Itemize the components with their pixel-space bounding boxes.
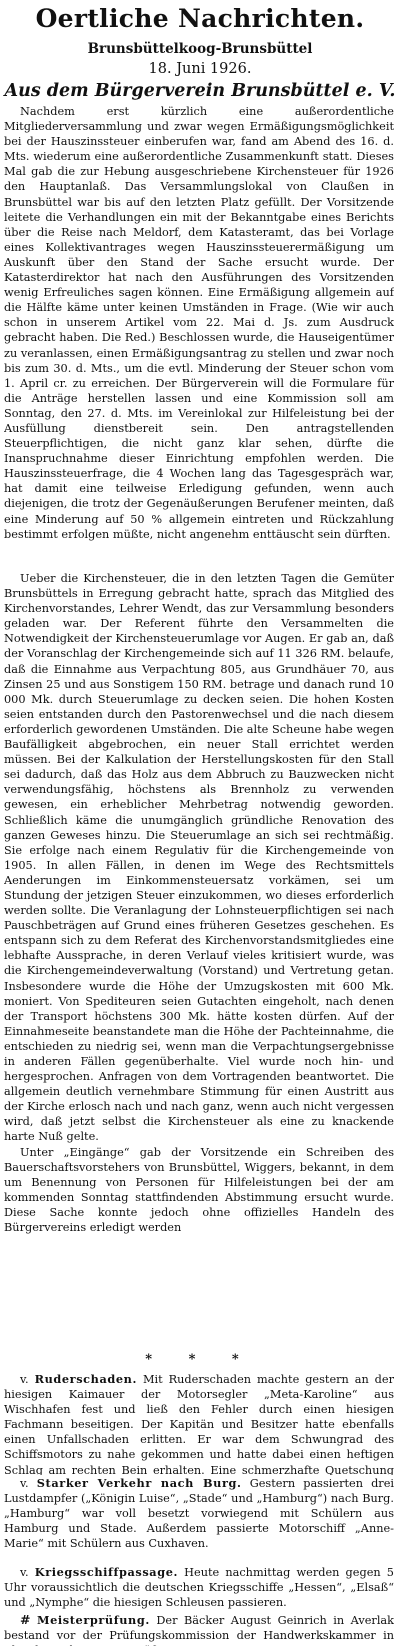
brief-title: Starker Verkehr nach Burg. [36, 1476, 242, 1490]
brief-item [4, 1372, 394, 1475]
section-masthead: Oertliche Nachrichten. [35, 4, 365, 33]
brief-title: Meisterprüfung. [36, 1613, 150, 1627]
brief-item [4, 1476, 394, 1564]
brief-prefix: v. [20, 1566, 29, 1579]
brief-prefix: # [20, 1612, 31, 1627]
dateline-date: 18. Juni 1926. [148, 61, 252, 77]
paragraph-text: Unter „Eingänge“ gab der Vorsitzende ein Schreiben des Bauerschaftsvorstehers von Brunsbüttel, Wiggers, bekannt, in dem um Benennung von Personen für Hilfeleistungen bei der am kommenden Sonntag stattfindenden Abstimmung ersucht wurde. Diese Sache konnte jedoch ohne offizielles Handeln des Bürgervereins erledigt werden [4, 1145, 394, 1235]
brief-prefix: v. [20, 1373, 29, 1386]
brief-item [4, 1565, 394, 1610]
brief-text: Mit Ruderschaden machte gestern an der hiesigen Kaimauer der Motorsegler „Meta-Karoline“ aus Wischhafen fest und ließ den Fehler durch einen hiesigen Fachmann beseitigen. Der Kapitän und Besitzer hatte ebenfalls einen Unfallschaden erlitten. Er war dem Schwungrad des Schiffsmotors zu nahe gekommen und hatte dabei einen heftigen Schlag am rechten Bein erhalten. Eine schmerzhafte Quetschung [4, 1373, 394, 1475]
paragraph-text: Ueber die Kirchensteuer, die in den letzten Tagen die Gemüter Brunsbüttels in Erregung gebracht hatte, sprach das Mitglied des Kirchenvorstandes, Lehrer Wendt, das zur Versammlung besonders geladen war. Der Referent führte den Versammelten die Notwendigkeit der Kirchensteuerumlage vor Augen. Er gab an, daß der Voranschlag der Kirchengemeinde sich auf 11 326 RM. belaufe, daß die Einnahme aus Verpachtung 805, aus Grundhäuer 70, aus Zinsen 25 und aus Sonstigem 150 RM. betrage und danach rund 10 000 Mk. durch Steuerumlage zu decken seien. Die hohen Kosten seien entstanden durch den Pastorenwechsel und die nach diesem erforderlich gewordenen Umständen. Die alte Scheune habe wegen Baufälligkeit abgebrochen, ein neuer Stall errichtet werden müssen. Bei der Kalkulation der Herstellungskosten für den Stall sei dadurch, daß das Holz aus dem Abbruch zu Bauzwecken nicht verwendungsfähig, höchstens als Brennholz zu verwenden gewesen, ein erheblicher Mehrbetrag notwendig geworden. Schließlich käme die unumgänglich gründliche Renovation des ganzen Geweses hinzu. Die Steuerumlage an sich sei rechtmäßig. Sie erfolge nach einem Regulativ für die Kirchengemeinde von 1905. In allen Fällen, in denen im Wege des Rechtsmittels Aenderungen im Einkommensteuersatz vorkämen, sei um Stundung der jetzigen Steuer einzukommen, wo dieses erforderlich werden sollte. Die Veranlagung der Lohnsteuerpflichtigen sei nach Pauschbeträgen auf Grund eines früheren Gesetzes geschehen. Es entspann sich zu dem Referat des Kirchenvorstandsmitgliedes eine lebhafte Aussprache, in deren Verlauf vieles kritisiert wurde, was die Kirchengemeindeverwaltung (Vorstand) und Vertretung getan. Insbesondere wurde die Höhe der Umzugskosten mit 600 Mk. moniert. Von Spediteuren seien Gutachten eingeholt, nach denen der Transport höchstens 300 Mk. hätte kosten dürfen. Auf der Einnahmeseite beanstandete man die Höhe der Pachteinnahme, die entschieden zu niedrig sei, wenn man die Verpachtungsergebnisse in anderen Fällen gegenüberhalte. Viel wurde noch hin- und hergesprochen. Anfragen von dem Vortragenden beantwortet. Die allgemein deutlich vernehmbare Stimmung für einen Austritt aus der Kirche erlosch nach und nach ganz, wenn auch nicht vergessen wird, daß jetzt selbst die Kirchensteuer als eine zu knackende harte Nuß gelte. [4, 572, 394, 1144]
article-paragraph-2 [4, 571, 394, 1351]
dateline-place: Brunsbüttelkoog-Brunsbüttel [87, 41, 313, 57]
section-divider-stars: * * * [145, 1352, 255, 1367]
brief-title: Ruderschaden. [34, 1372, 138, 1386]
article-headline: Aus dem Bürgerverein Brunsbüttel e. V. [4, 81, 396, 101]
brief-text: Der Bäcker August Geinrich in Averlak bestand vor der Prüfungskommission der Handwerkskammer in [4, 1614, 394, 1643]
brief-title: Kriegsschiffpassage. [34, 1565, 179, 1579]
brief-text: Heute nachmittag werden gegen 5 Uhr voraussichtlich die deutschen Kriegsschiffe „Hessen“, „Elsaß“ und „Nymphe“ die hiesigen Schleusen passieren. [4, 1566, 394, 1610]
brief-prefix: v. [20, 1477, 29, 1490]
paragraph-text: Nachdem erst kürzlich eine außerordentliche Mitgliederversammlung und zwar wegen Ermäßigungsmöglichkeit bei der Hauszinssteuer einberufen war, fand am Abend des 16. d. Mts. wiederum eine außerordentliche Zusammenkunft statt. Dieses Mal gab die zur Hebung ausgeschriebene Kirchensteuer für 1926 den Hauptanlaß. Das Versammlungslokal von Claußen in Brunsbüttel war bis auf den letzten Platz gefüllt. Der Vorsitzende leitete die Verhandlungen ein mit der Bekanntgabe eines Berichts über die Reise nach Meldorf, dem Katasteramt, das bei Vorlage eines Kollektivantrages wegen Hauszinssteuerermäßigung um Auskunft über den Stand der Sache ersucht wurde. Der Katasterdirektor hat nach den Ausführungen des Vorsitzenden wenig Erfreuliches sagen können. Eine Ermäßigung allgemein auf die Hälfte käme unter keinen Umständen in Frage. (Wie wir auch schon in unserem Artikel vom 22. Mai d. Js. zum Ausdruck gebracht haben. Die Red.) Beschlossen wurde, die Hauseigentümer zu veranlassen, einen Ermäßigungsantrag zu stellen und zwar noch bis zum 30. d. Mts., um die evtl. Minderung der Steuer schon vom 1. April cr. zu erreichen. Der Bürgerverein will die Formulare für die Anträge herstellen lassen und eine Kommission soll am Sonntag, den 27. d. Mts. im Vereinlokal zur Hilfeleistung bei der Ausfüllung dienstbereit sein. Den antragstellenden Steuerpflichtigen, die nicht ganz klar sehen, dürfte die Inanspruchnahme dieser Einrichtung empfohlen werden. Die Hauszinssteuerfrage, die 4 Wochen lang das Tagesgespräch war, hat damit eine teilweise Erledigung gefunden, wenn auch diejenigen, die trotz der Gegenäußerungen Berufener meinten, daß eine Minderung auf 50 % allgemein eintreten und Rückzahlung bestimmt erfolgen müßte, nicht angenehm enttäuscht sein dürften. [4, 105, 394, 541]
brief-item [4, 1612, 394, 1646]
article-paragraph-1 [4, 104, 394, 569]
brief-text: Gestern passierten drei Lustdampfer („Königin Luise“, „Stade“ und „Hamburg“) nach Burg. „Hamburg“ war voll besetzt vorwiegend mit Schülern aus Hamburg und Stade. Außerdem passierte Motorschiff „Anne-Marie“ mit Schülern aus Cuxhaven. [4, 1477, 394, 1551]
